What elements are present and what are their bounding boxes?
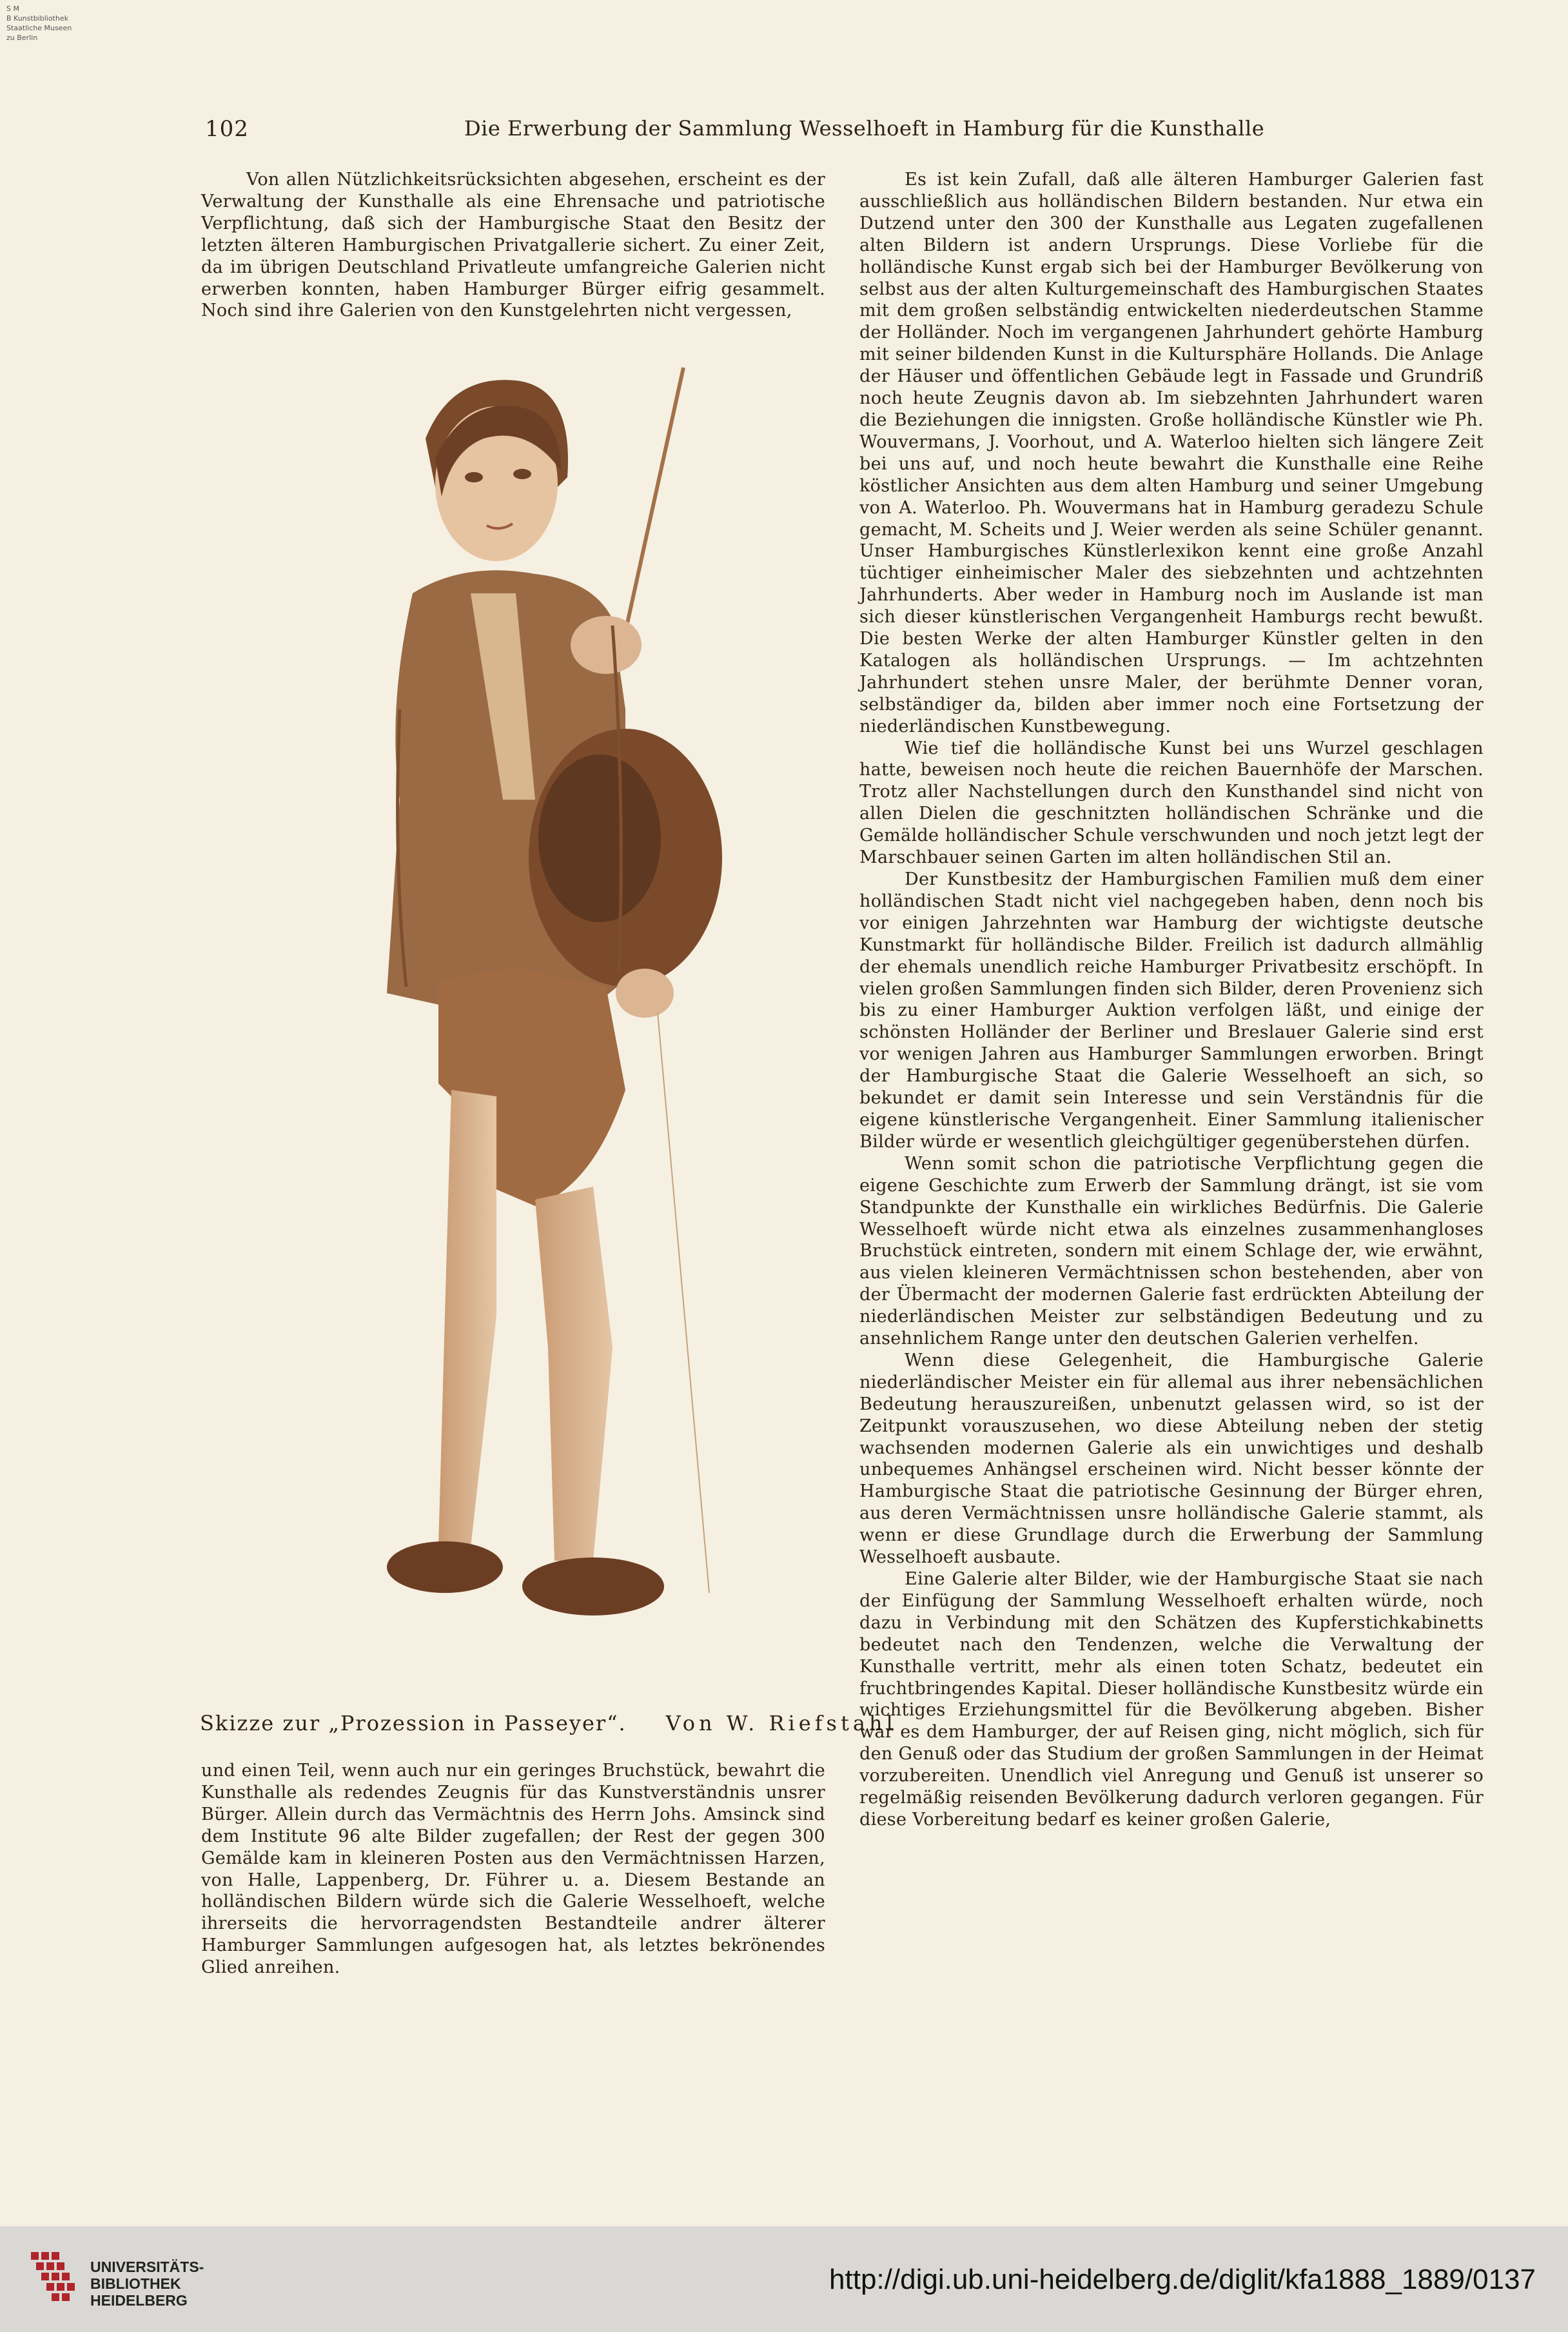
digital-url[interactable]: http://digi.ub.uni-heidelberg.de/diglit/kfa1888_1889/0137 [829,2264,1536,2295]
page-number: 102 [205,116,249,142]
caption-title: Skizze zur „Prozession in Passeyer“. [200,1711,627,1735]
left-column-top [201,169,825,322]
university-logo-icon [31,2252,83,2304]
left-column-bottom [201,1760,825,1979]
paragraph: Wie tief die holländische Kunst bei uns Wurzel geschlagen hatte, beweisen noch heute die reichen Bauernhöfe der Marschen. Trotz aller Nachstellungen durch den Kunsthandel sind nicht von allen Dielen die geschnitzten holländischen Schränke und die Gemälde holländischer Schule verschwunden und noch jetzt legt der Marschbauer seinen Garten im alten holländischen Stil an. [859,738,1484,868]
illustration-boy-sketch [322,348,812,1674]
paragraph: Von allen Nützlichkeitsrücksichten abgesehen, erscheint es der Verwaltung der Kunsthalle als eine Ehrensache und patriotische Verpflichtung, daß sich der Hamburgische Staat den Besitz der letzten älteren Hamburgischen Privatgallerie sichert. Zu einer Zeit, da im übrigen Deutschland Privatleute umfangreiche Galerien nicht erwerben konnten, haben Hamburger Bürger eifrig gesammelt. Noch sind ihre Galerien von den Kunstgelehrten nicht vergessen, [201,170,825,321]
logo-line: UNIVERSITÄTS- [90,2258,204,2275]
paragraph: und einen Teil, wenn auch nur ein geringes Bruchstück, bewahrt die Kunsthalle als redendes Zeugnis für das Kunstverständnis unsrer Bürger. Allein durch das Vermächtnis des Herrn Johs. Amsinck sind dem Institute 96 alte Bilder zugefallen; der Rest der gegen 300 Gemälde kam in kleineren Posten aus den Vermächtnissen Harzen, von Halle, Lappenberg, Dr. Führer u. a. Diesem Bestande an holländischen Bildern würde sich die Galerie Wesselhoeft, welche ihrerseits die hervorragendsten Bestandteile andrer älterer Hamburger Sammlungen aufgesogen hat, als letztes bekrönendes Glied anreihen. [201,1761,825,1978]
footer-bar [0,2226,1568,2332]
logo-line: BIBLIOTHEK [90,2275,181,2292]
university-logo-text [90,2258,204,2309]
stamp-line: Staatliche Museen [6,24,72,32]
paragraph: Wenn somit schon die patriotische Verpflichtung gegen die eigene Geschichte zum Erwerb der Sammlung drängt, ist sie vom Standpunkte der Kunsthalle ein wirkliches Bedürfnis. Die Galerie Wesselhoeft würde nicht etwa als einzelnes zusammenhangloses Bruchstück eintreten, sondern mit einem Schlage der, wie erwähnt, aus vielen kleineren Vermächtnissen schon bestehenden, aber von der Übermacht der modernen Galerie fast erdrückten Abteilung der niederländischen Meister zur selbständigen Bedeutung und zu ansehnlichem Range unter den deutschen Galerien verhelfen. [859,1153,1484,1349]
library-stamp [6,4,103,43]
paragraph: Wenn diese Gelegenheit, die Hamburgische Galerie niederländischer Meister ein für allemal aus ihrer nebensächlichen Bedeutung herauszureißen, unbenutzt gelassen wird, so ist der Zeitpunkt vorauszusehen, wo diese Abteilung neben der stetig wachsenden modernen Galerie als ein unwichtiges und deshalb unbequemes Anhängsel erscheinen wird. Nicht besser könnte der Hamburgische Staat die patriotische Gesinnung der Bürger ehren, aus deren Vermächtnissen unsre holländische Galerie stammt, als wenn er diese Grundlage durch die Erwerbung der Sammlung Wesselhoeft ausbaute. [859,1350,1484,1568]
stamp-line: B Kunstbibliothek [6,14,68,23]
right-column [859,169,1484,1831]
paragraph: Es ist kein Zufall, daß alle älteren Hamburger Galerien fast ausschließlich aus holländischen Bildern bestanden. Nur etwa ein Dutzend unter den 300 der Kunsthalle aus Legaten zugefallenen alten Bildern ist andern Ursprungs. Diese Vorliebe für die holländische Kunst ergab sich bei der Hamburger Bevölkerung von selbst aus der alten Kulturgemeinschaft des Hamburgischen Staates mit dem großen selbständig entwickelten niederdeutschen Stamme der Holländer. Noch im vergangenen Jahrhundert gehörte Hamburg mit seiner bildenden Kunst in die Kultursphäre Hollands. Die Anlage der Häuser und öffentlichen Gebäude legt in Fassade und Grundriß noch heute Zeugnis davon ab. Im siebzehnten Jahrhundert waren die Beziehungen die innigsten. Große holländische Künstler wie Ph. Wouvermans, J. Voorhout, und A. Waterloo hielten sich längere Zeit bei uns auf, und noch heute bewahrt die Kunsthalle eine Reihe köstlicher Ansichten aus dem alten Hamburg und seiner Umgebung von A. Waterloo. Ph. Wouvermans hat in Hamburg geradezu Schule gemacht, M. Scheits und J. Weier werden als seine Schüler genannt. Unser Hamburgisches Künstlerlexikon kennt eine große Anzahl tüchtiger einheimischer Maler des siebzehnten und achtzehnten Jahrhunderts. Aber weder in Hamburg noch im Auslande ist man sich dieser künstlerischen Vergangenheit Hamburgs recht bewußt. Die besten Werke der alten Hamburger Künstler gelten in den Katalogen als holländischen Ursprungs. — Im achtzehnten Jahrhundert stehen unsre Maler, der berühmte Denner voran, selbständiger da, bilden aber immer noch eine Fortsetzung der niederländischen Kunstbewegung. [859,170,1484,736]
stamp-line: zu Berlin [6,34,38,42]
running-title: Die Erwerbung der Sammlung Wesselhoeft in Hamburg für die Kunsthalle [464,116,1265,141]
paragraph: Eine Galerie alter Bilder, wie der Hamburgische Staat sie nach der Einfügung der Sammlung Wesselhoeft erhalten würde, noch dazu in Verbindung mit den Schätzen des Kupferstichkabinetts bedeutet nach den Tendenzen, welche die Verwaltung der Kunsthalle vertritt, mehr als einen toten Schatz, bedeutet ein fruchtbringendes Kapital. Dieser holländische Kunstbesitz würde ein wichtiges Erziehungsmittel für die Bevölkerung abgeben. Bisher war es dem Hamburger, der auf Reisen ging, nicht möglich, sich für den Genuß oder das Studium der großen Sammlungen in der Heimat vorzubereiten. Unendlich viel Anregung und Genuß ist unserer so regelmäßig reisenden Bevölkerung dadurch verloren gegangen. Für diese Vorbereitung bedarf es keiner großen Galerie, [859,1569,1484,1830]
caption-author: Von W. Riefstahl [665,1711,897,1735]
stamp-line: S M [6,5,19,13]
paragraph: Der Kunstbesitz der Hamburgischen Familien muß dem einer holländischen Stadt nicht viel nachgegeben haben, denn noch bis vor einigen Jahrzehnten war Hamburg der wichtigste deutsche Kunstmarkt für holländische Bilder. Freilich ist dadurch allmählig der ehemals unendlich reiche Hamburger Privatbesitz erschöpft. In vielen großen Sammlungen finden sich Bilder, deren Provenienz sich bis zu einer Hamburger Auktion verfolgen läßt, und einige der schönsten Holländer der Berliner und Breslauer Galerie sind erst vor wenigen Jahren aus Hamburger Sammlungen erworben. Bringt der Hamburgische Staat die Galerie Wesselhoeft an sich, so bekundet er damit sein Interesse und sein Verständnis für die eigene künstlerische Vergangenheit. Einer Sammlung italienischer Bilder würde er wesentlich gleichgültiger gegenüberstehen dürfen. [859,869,1484,1152]
figure-caption [200,1711,897,1735]
logo-line: HEIDELBERG [90,2292,188,2309]
boy-drawing [322,348,812,1674]
